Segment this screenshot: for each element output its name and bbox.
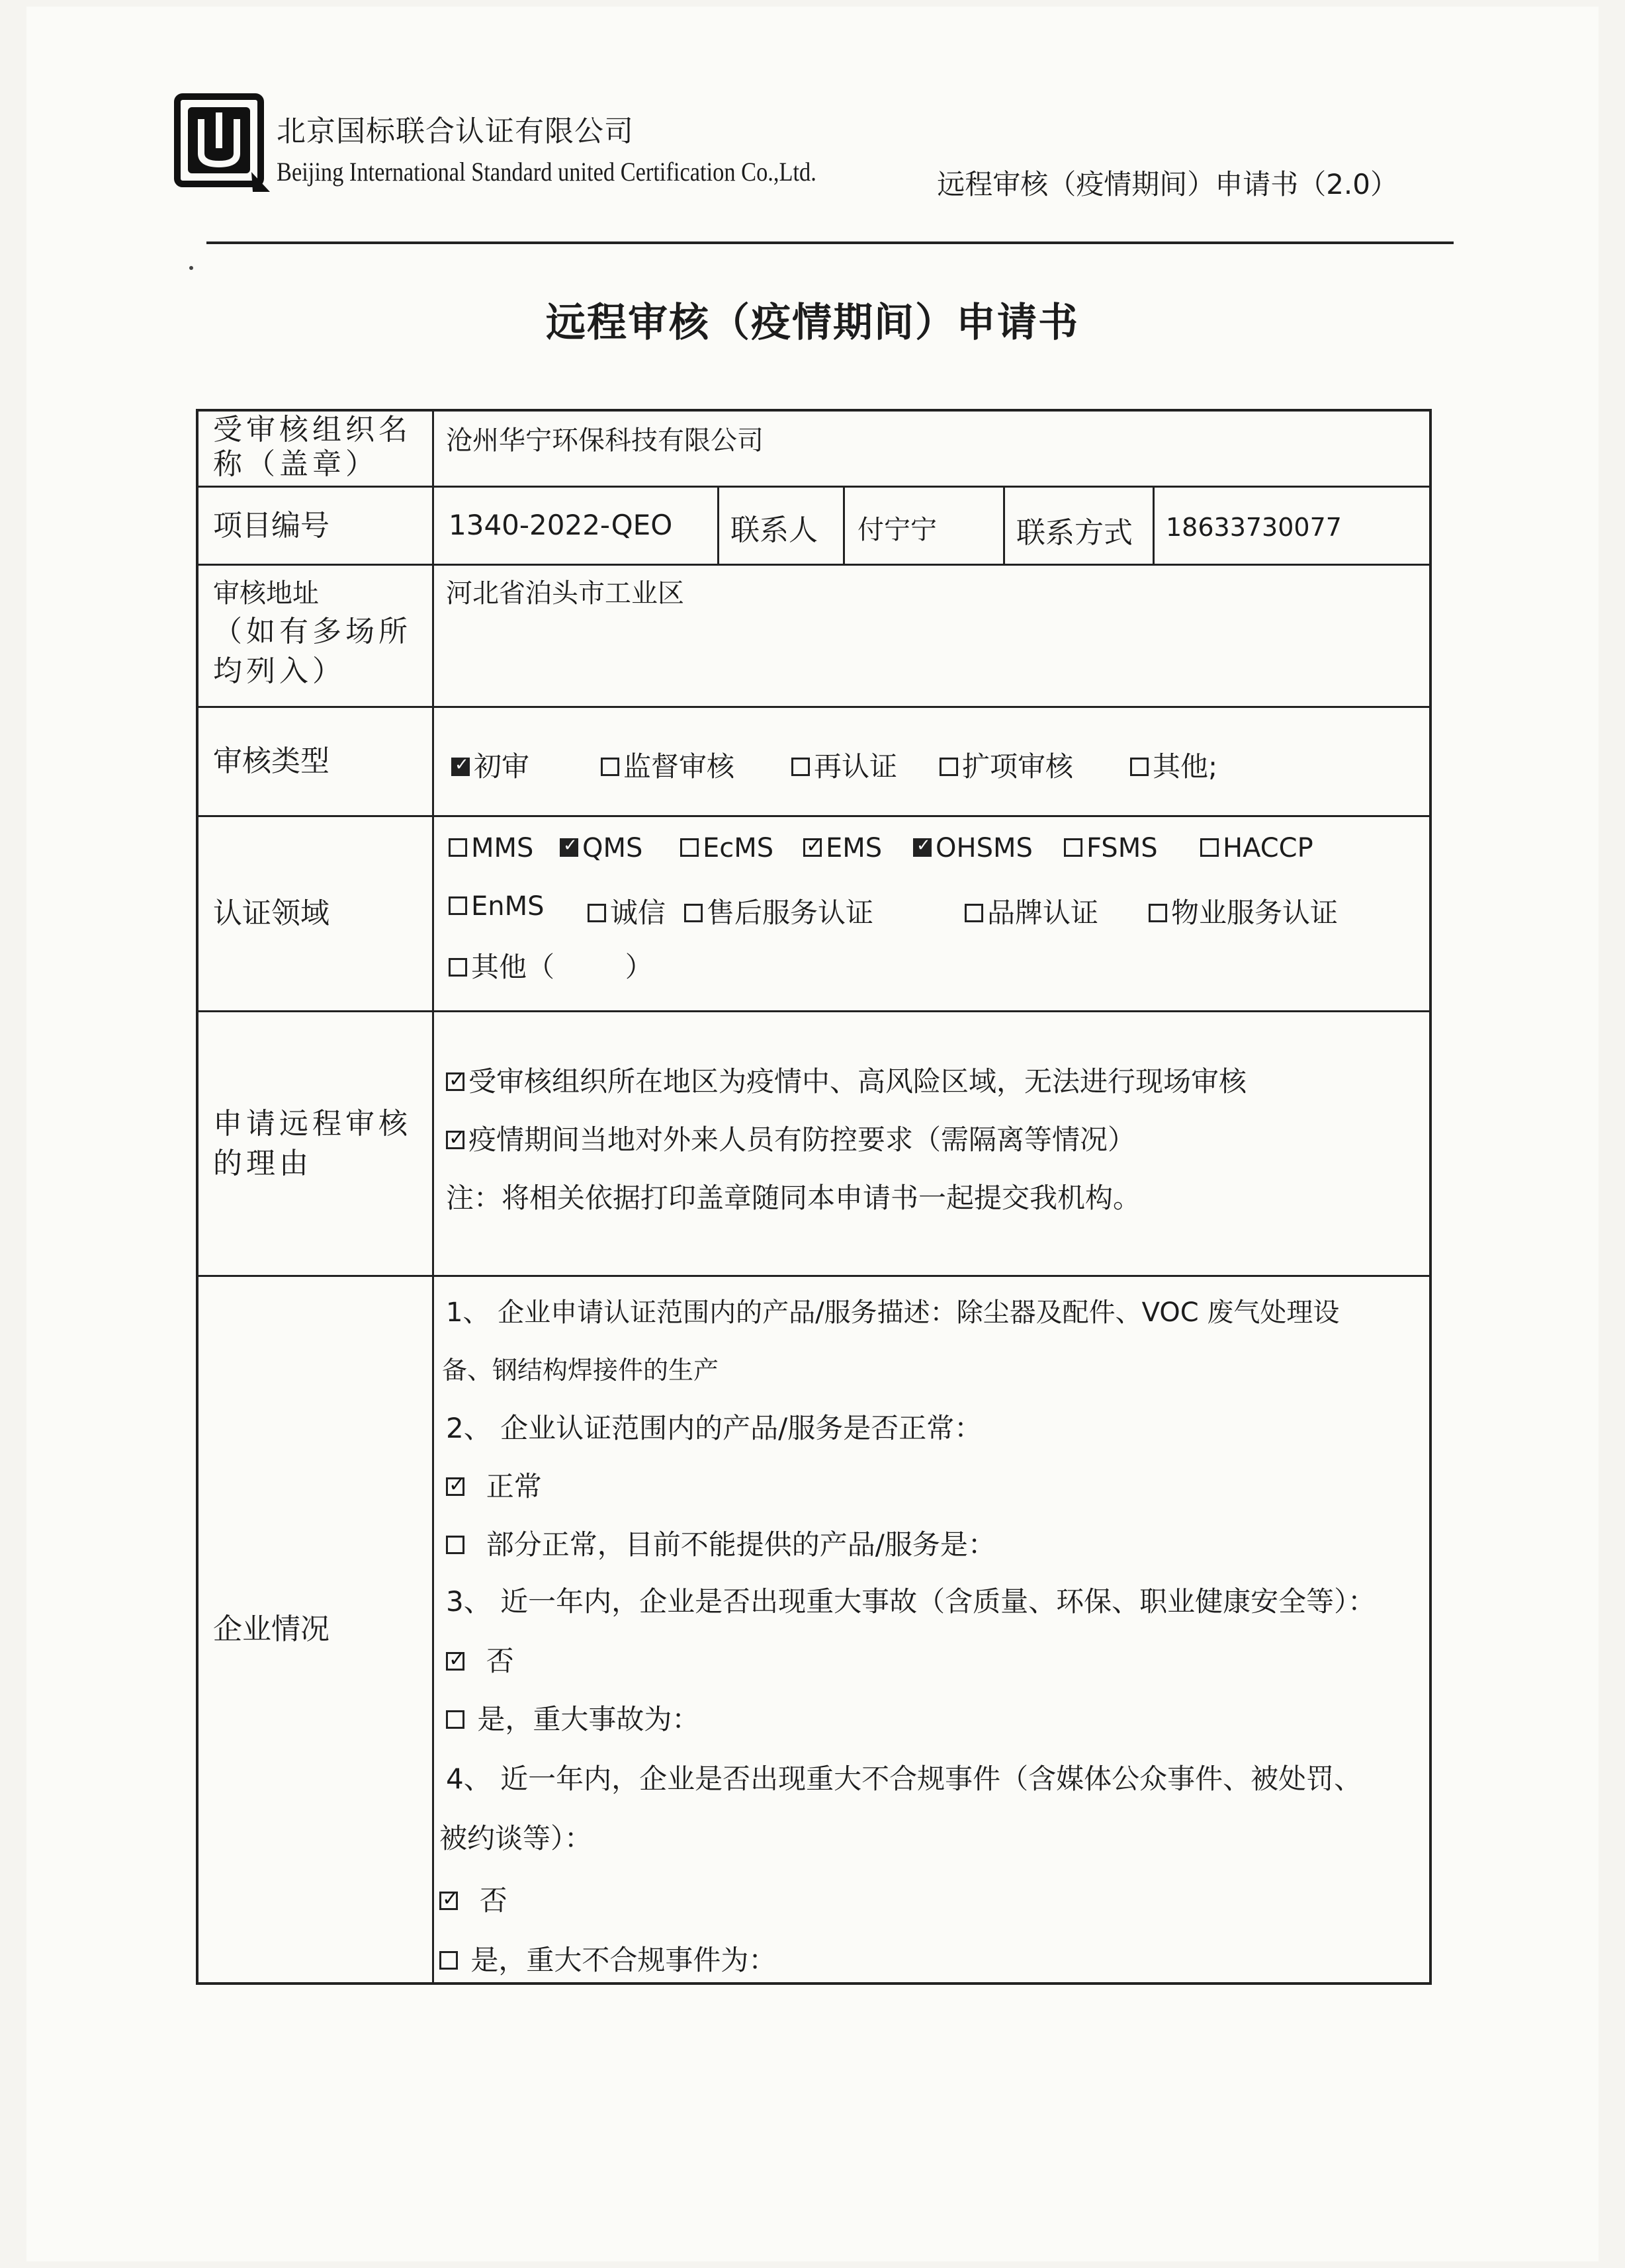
checkbox-checked[interactable] — [451, 758, 470, 776]
address-label-line1: 审核地址 — [213, 578, 319, 609]
project-info-cells — [434, 488, 1429, 564]
address-label — [198, 566, 434, 706]
company-name-en: Beijing International Standard united Certification Co.,Ltd. — [277, 157, 816, 187]
cert-field-option[interactable]: EcMS — [680, 833, 773, 863]
checkbox-unchecked[interactable] — [449, 896, 467, 915]
company-situation-label: 企业情况 — [198, 1277, 434, 1982]
audit-type-option[interactable]: 监督审核 — [601, 745, 734, 785]
checkbox-unchecked[interactable] — [446, 1710, 464, 1729]
audit-type-option[interactable]: 扩项审核 — [940, 745, 1073, 785]
company-name-cn: 北京国标联合认证有限公司 — [277, 114, 634, 148]
row-cert-field — [198, 817, 1429, 1012]
checkbox-checked[interactable] — [446, 1652, 464, 1671]
reason-option[interactable]: ✓疫情期间当地对外来人员有防控要求（需隔离等情况） — [446, 1118, 1135, 1158]
row-address — [198, 566, 1429, 708]
checkbox-unchecked[interactable] — [940, 758, 958, 776]
reason-note: 注：将相关依据打印盖章随同本申请书一起提交我机构。 — [446, 1182, 1141, 1214]
q3-option-no[interactable]: ✓ 否 — [446, 1639, 514, 1679]
question-1-line2: 备、钢结构焊接件的生产 — [442, 1356, 719, 1385]
org-name-label: 受审核组织名称（盖章） — [198, 412, 434, 486]
checkbox-unchecked[interactable] — [680, 838, 699, 857]
checkbox-unchecked[interactable] — [684, 904, 703, 922]
checkbox-unchecked[interactable] — [1149, 904, 1167, 922]
q3-option-yes[interactable]: 是，重大事故为： — [446, 1698, 699, 1737]
q2-option-normal[interactable]: ✓ 正常 — [446, 1465, 542, 1505]
bisc-logo-icon — [173, 93, 273, 195]
reason-content — [434, 1012, 1429, 1275]
checkbox-unchecked[interactable] — [446, 1536, 464, 1554]
cell-divider — [1003, 488, 1005, 564]
cert-field-option[interactable]: 诚信 — [588, 891, 666, 931]
reason-option[interactable]: ✓受审核组织所在地区为疫情中、高风险区域，无法进行现场审核 — [446, 1060, 1247, 1100]
cert-field-option[interactable]: ✓ QMS — [560, 833, 642, 863]
checkbox-checked[interactable] — [446, 1131, 464, 1149]
cert-field-option[interactable]: ✓ EMS — [803, 833, 882, 863]
checkbox-unchecked[interactable] — [439, 1951, 458, 1970]
cert-field-option[interactable]: HACCP — [1200, 833, 1313, 863]
checkbox-unchecked[interactable] — [1064, 838, 1082, 857]
contact-label: 联系人 — [730, 513, 818, 547]
cert-field-options — [434, 817, 1429, 1010]
checkbox-unchecked[interactable] — [965, 904, 983, 922]
cert-field-option[interactable]: ✓ OHSMS — [913, 833, 1033, 863]
cell-divider — [1153, 488, 1155, 564]
page-title: 远程审核（疫情期间）申请书 — [546, 300, 1079, 346]
q4-option-no[interactable]: ✓ 否 — [439, 1879, 507, 1919]
cell-divider — [843, 488, 845, 564]
row-project — [198, 488, 1429, 566]
cert-field-option[interactable]: EnMS — [449, 891, 545, 922]
audit-type-option[interactable]: ✓ 初审 — [451, 745, 529, 785]
project-no-label: 项目编号 — [198, 488, 434, 564]
contact-value[interactable]: 付宁宁 — [857, 515, 937, 545]
address-cell[interactable] — [434, 566, 1429, 706]
checkbox-unchecked[interactable] — [1130, 758, 1149, 776]
checkbox-unchecked[interactable] — [601, 758, 619, 776]
checkbox-unchecked[interactable] — [449, 958, 467, 977]
speck — [189, 266, 193, 270]
checkbox-unchecked[interactable] — [449, 838, 467, 857]
q4-option-yes[interactable]: 是，重大不合规事件为： — [439, 1939, 776, 1978]
audit-type-option[interactable]: 再认证 — [791, 745, 897, 785]
reason-label: 申请远程审核的理由 — [198, 1012, 434, 1275]
q2-option-partial[interactable]: 部分正常，目前不能提供的产品/服务是： — [446, 1523, 996, 1563]
question-4-line1: 4、 近一年内，企业是否出现重大不合规事件（含媒体公众事件、被处罚、 — [446, 1763, 1362, 1795]
audit-type-options — [434, 708, 1429, 815]
phone-value[interactable]: 18633730077 — [1166, 513, 1342, 542]
cell-divider — [717, 488, 719, 564]
org-name-cell[interactable] — [434, 412, 1429, 486]
cert-field-label: 认证领域 — [198, 817, 434, 1010]
application-form-table — [196, 409, 1432, 1985]
row-company-situation — [198, 1277, 1429, 1982]
row-reason — [198, 1012, 1429, 1277]
cert-field-option-other[interactable]: 其他（ ） — [449, 945, 653, 985]
checkbox-checked[interactable] — [439, 1892, 458, 1910]
checkbox-checked[interactable] — [803, 838, 822, 857]
document-code: 远程审核（疫情期间）申请书（2.0） — [937, 168, 1398, 200]
cert-field-option[interactable]: 物业服务认证 — [1149, 891, 1338, 931]
checkbox-checked[interactable] — [446, 1072, 464, 1091]
cert-field-option[interactable]: FSMS — [1064, 833, 1158, 863]
checkbox-unchecked[interactable] — [791, 758, 810, 776]
row-org-name — [198, 412, 1429, 488]
checkbox-unchecked[interactable] — [1200, 838, 1219, 857]
cert-field-option[interactable]: 售后服务认证 — [684, 891, 873, 931]
checkbox-unchecked[interactable] — [588, 904, 606, 922]
company-situation-content — [434, 1277, 1429, 1982]
address-label-line2: （如有多场所均列入） — [213, 615, 412, 688]
checkbox-checked[interactable] — [913, 838, 932, 857]
checkbox-checked[interactable] — [560, 838, 578, 857]
header-divider — [206, 241, 1454, 244]
question-1-line1: 1、 企业申请认证范围内的产品/服务描述：除尘器及配件、VOC 废气处理设 — [446, 1297, 1340, 1328]
audit-type-label: 审核类型 — [198, 708, 434, 815]
org-name-value: 沧州华宁环保科技有限公司 — [446, 425, 764, 456]
phone-label: 联系方式 — [1016, 516, 1133, 550]
address-value: 河北省泊头市工业区 — [446, 578, 684, 609]
question-3: 3、 近一年内，企业是否出现重大事故（含质量、环保、职业健康安全等）： — [446, 1585, 1376, 1618]
cert-field-option[interactable]: 品牌认证 — [965, 891, 1098, 931]
audit-type-option[interactable]: 其他; — [1130, 745, 1217, 785]
question-2: 2、 企业认证范围内的产品/服务是否正常： — [446, 1412, 983, 1444]
row-audit-type — [198, 708, 1429, 817]
cert-field-option[interactable]: MMS — [449, 833, 533, 863]
project-no-value[interactable]: 1340-2022-QEO — [449, 509, 673, 541]
checkbox-checked[interactable] — [446, 1477, 464, 1496]
question-4-line2: 被约谈等）： — [439, 1822, 593, 1854]
